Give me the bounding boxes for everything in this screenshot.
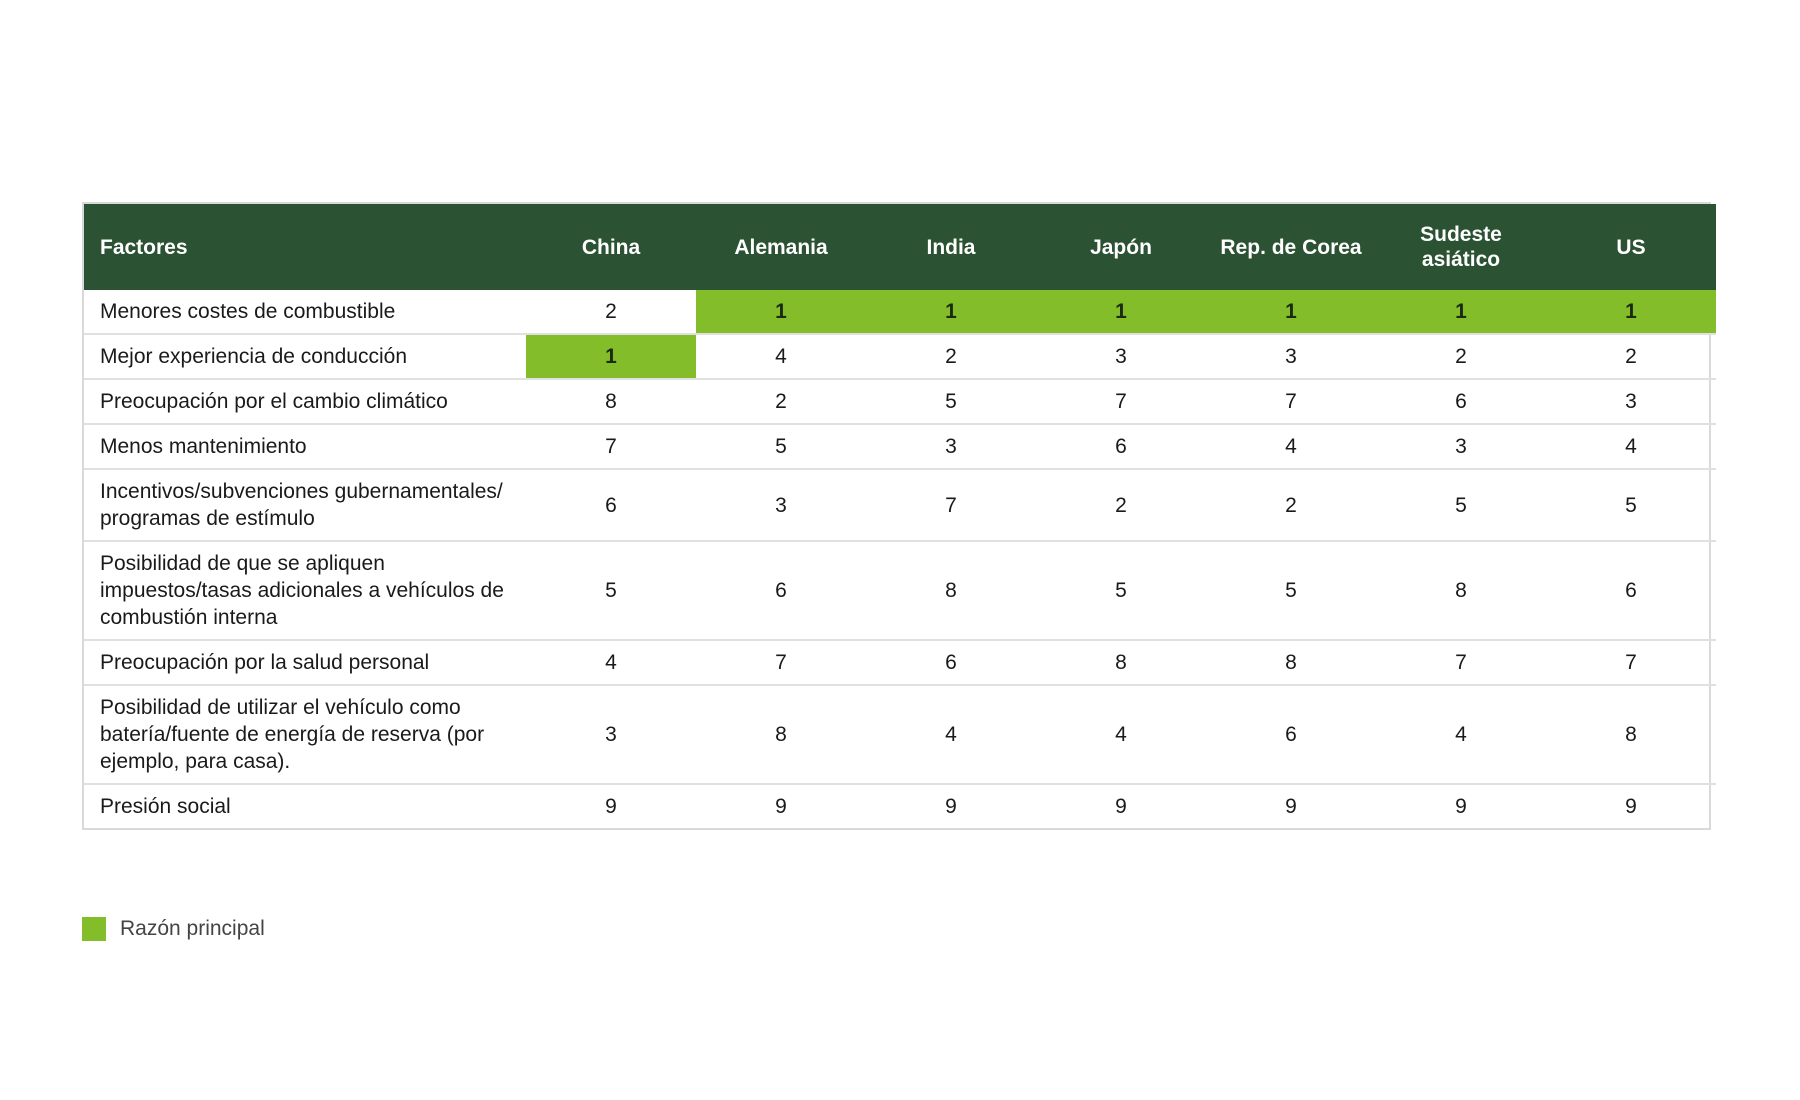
column-header-country: India	[926, 235, 976, 259]
table-row	[84, 685, 1716, 784]
rank-cell: 5	[526, 541, 696, 640]
rank-cell: 4	[1036, 685, 1206, 784]
rank-cell: 9	[775, 795, 787, 818]
factor-label: Presión social	[100, 795, 231, 818]
rank-cell: 6	[526, 469, 696, 541]
factor-label: Preocupación por la salud personal	[84, 640, 526, 685]
rank-cell: 6	[696, 541, 866, 640]
rank-cell: 4	[526, 640, 696, 685]
table-row	[84, 334, 1716, 379]
rank-cell: 4	[696, 334, 866, 379]
rank-cell-top: 1	[696, 290, 866, 334]
rank-cell: 9	[1115, 795, 1127, 818]
rank-cell: 5	[1546, 469, 1716, 541]
rank-cell: 7	[1376, 640, 1546, 685]
rank-cell: 6	[1546, 541, 1716, 640]
rank-cell: 6	[1206, 685, 1376, 784]
column-header-country: Japón	[1090, 235, 1152, 259]
table-header-row	[84, 204, 1716, 290]
rank-cell: 9	[1455, 795, 1467, 818]
rank-cell: 8	[866, 541, 1036, 640]
rank-cell: 8	[1206, 640, 1376, 685]
rank-cell: 9	[1625, 795, 1637, 818]
table-row	[84, 424, 1716, 469]
rank-cell: 4	[1546, 424, 1716, 469]
column-header-country: Sudeste asiático	[1420, 223, 1502, 271]
factor-label: Posibilidad de utilizar el vehículo como batería/fuente de energía de reserva (por ejemplo, para casa).	[84, 685, 526, 784]
rank-cell-top: 1	[526, 334, 696, 379]
rank-cell: 3	[866, 424, 1036, 469]
ranking-table-container	[82, 202, 1711, 830]
rank-cell: 8	[696, 685, 866, 784]
rank-cell: 8	[1036, 640, 1206, 685]
rank-cell: 2	[866, 334, 1036, 379]
rank-cell: 2	[526, 290, 696, 334]
rank-cell-top: 1	[866, 290, 1036, 334]
rank-cell: 6	[1036, 424, 1206, 469]
rank-cell: 3	[696, 469, 866, 541]
rank-cell: 5	[1036, 541, 1206, 640]
factor-label: Preocupación por el cambio climático	[84, 379, 526, 424]
factor-label: Menos mantenimiento	[84, 424, 526, 469]
legend-swatch	[82, 917, 106, 941]
rank-cell: 3	[1206, 334, 1376, 379]
rank-cell-top: 1	[1546, 290, 1716, 334]
rank-cell: 9	[605, 795, 617, 818]
rank-cell: 4	[1206, 424, 1376, 469]
rank-cell: 7	[1036, 379, 1206, 424]
factor-label: Mejor experiencia de conducción	[84, 334, 526, 379]
rank-cell: 7	[1546, 640, 1716, 685]
rank-cell: 5	[696, 424, 866, 469]
factor-label: Menores costes de combustible	[84, 290, 526, 334]
rank-cell: 7	[696, 640, 866, 685]
rank-cell: 5	[866, 379, 1036, 424]
rank-cell: 5	[1376, 469, 1546, 541]
rank-cell-top: 1	[1206, 290, 1376, 334]
rank-cell: 6	[866, 640, 1036, 685]
rank-cell: 7	[526, 424, 696, 469]
column-header-country: Alemania	[734, 235, 828, 259]
rank-cell: 7	[866, 469, 1036, 541]
column-header-country: Rep. de Corea	[1220, 235, 1362, 259]
rank-cell: 8	[1376, 541, 1546, 640]
factor-label: Posibilidad de que se apliquen impuestos/tasas adicionales a vehículos de combustión interna	[84, 541, 526, 640]
table-row	[84, 640, 1716, 685]
rank-cell: 7	[1206, 379, 1376, 424]
rank-cell: 8	[526, 379, 696, 424]
rank-cell: 6	[1376, 379, 1546, 424]
rank-cell: 5	[1206, 541, 1376, 640]
rank-cell: 3	[1376, 424, 1546, 469]
table-body	[84, 290, 1716, 828]
rank-cell: 2	[1036, 469, 1206, 541]
table-row	[84, 784, 1716, 828]
table-row	[84, 379, 1716, 424]
rank-cell: 2	[1206, 469, 1376, 541]
rank-cell: 4	[1376, 685, 1546, 784]
column-header-factors: Factores	[100, 235, 188, 259]
rank-cell: 8	[1546, 685, 1716, 784]
rank-cell-top: 1	[1376, 290, 1546, 334]
rank-cell: 9	[945, 795, 957, 818]
rank-cell: 2	[1376, 334, 1546, 379]
rank-cell: 3	[526, 685, 696, 784]
rank-cell: 4	[866, 685, 1036, 784]
factor-label: Incentivos/subvenciones gubernamentales/ programas de estímulo	[84, 469, 526, 541]
rank-cell: 9	[1285, 795, 1297, 818]
legend-label: Razón principal	[120, 917, 265, 940]
rank-cell: 2	[1546, 334, 1716, 379]
rank-cell: 2	[696, 379, 866, 424]
table-row	[84, 290, 1716, 334]
table-row	[84, 469, 1716, 541]
column-header-country: US	[1616, 235, 1646, 259]
rank-cell-top: 1	[1036, 290, 1206, 334]
column-header-country: China	[581, 235, 641, 259]
ranking-table	[84, 204, 1716, 828]
table-row	[84, 541, 1716, 640]
legend	[82, 917, 265, 941]
rank-cell: 3	[1546, 379, 1716, 424]
rank-cell: 3	[1036, 334, 1206, 379]
